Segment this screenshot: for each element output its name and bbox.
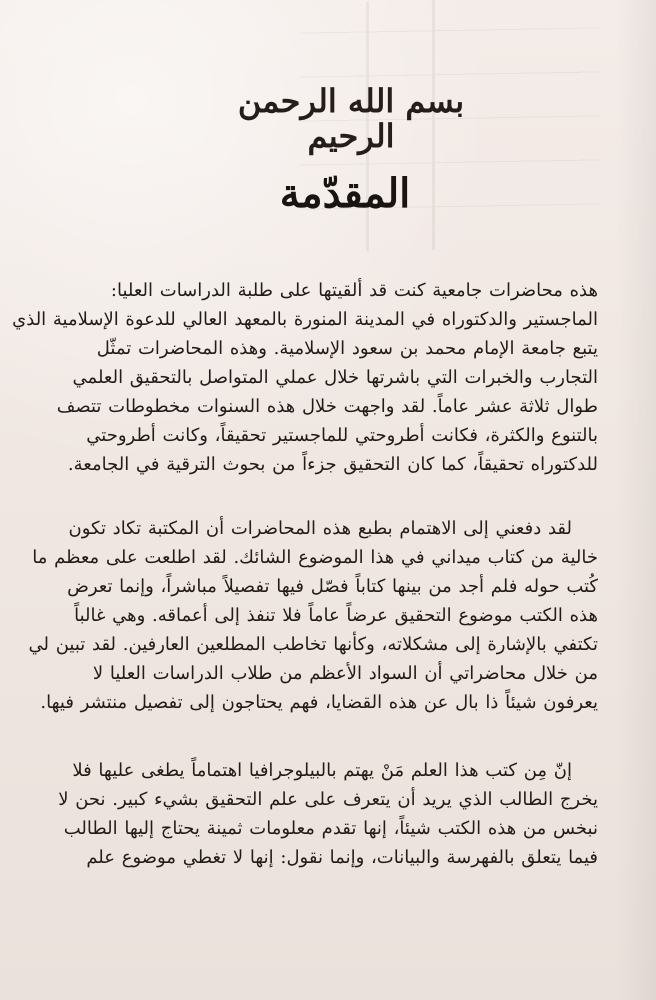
paragraph-2-line-4: هذه الكتب موضوع التحقيق عرضاً عاماً فلا تنفذ إلى أعماقه. وهي غالباً: [74, 605, 598, 626]
paragraph-1-line-2: الماجستير والدكتوراه في المدينة المنورة بالمعهد العالي للدعوة الإسلامية الذي: [12, 309, 598, 330]
paragraph-3-line-1: إنّ مِن كتب هذا العلم مَنْ يهتم بالبيلوجرافيا اهتماماً يطغى عليها فلا: [72, 760, 572, 781]
paragraph-2-line-3: كُتب حوله فلم أجد من بينها كتاباً فصّل فيها تفصيلاً مباشراً، وإنما تعرض: [67, 576, 598, 597]
paragraph-1-line-6: بالتنوع والكثرة، فكانت أطروحتي للماجستير تحقيقاً، وكانت أطروحتي: [86, 425, 598, 446]
paragraph-2: [28, 514, 598, 717]
paragraph-2-line-7: يعرفون شيئاً ذا بال عن هذه القضايا، فهم يحتاجون إلى تفصيل منتشر فيها.: [40, 692, 598, 713]
page-title: المقدّمة: [279, 170, 411, 217]
paragraph-1: [12, 276, 598, 479]
page-edge-shadow: [616, 0, 656, 1000]
paragraph-3-line-4: فيما يتعلق بالفهرسة والبيانات، وإنما نقول: إنها لا تغطي موضوع علم: [86, 847, 598, 868]
paragraph-1-line-7: للدكتوراه تحقيقاً، كما كان التحقيق جزءاً من بحوث الترقية في الجامعة.: [67, 454, 598, 475]
paragraph-1-line-1: هذه محاضرات جامعية كنت قد ألقيتها على طلبة الدراسات العليا:: [110, 280, 598, 301]
paragraph-1-line-5: طوال ثلاثة عشر عاماً. لقد واجهت خلال هذه السنوات مخطوطات تتصف: [56, 396, 598, 417]
paragraph-1-line-4: التجارب والخبرات التي باشرتها خلال عملي المتواصل بالتحقيق العلمي: [72, 367, 598, 388]
paragraph-3-line-2: يخرج الطالب الذي يريد أن يتعرف على علم التحقيق بشيء كبير. نحن لا: [58, 789, 598, 810]
paragraph-3: [58, 756, 598, 872]
paragraph-2-line-2: خالية من كتاب ميداني في هذا الموضوع الشائك. لقد اطلعت على معظم ما: [32, 547, 598, 568]
paragraph-2-line-6: من خلال محاضراتي أن السواد الأعظم من طلاب الدراسات العليا لا: [92, 663, 598, 684]
paragraph-3-line-3: نبخس من هذه الكتب شيئاً، إنها تقدم معلومات ثمينة يحتاج إليها الطالب: [63, 818, 598, 839]
paragraph-2-line-1: لقد دفعني إلى الاهتمام بطبع هذه المحاضرات أن المكتبة تكاد تكون: [68, 518, 572, 539]
paragraph-1-line-3: يتبع جامعة الإمام محمد بن سعود الإسلامية. وهذه المحاضرات تمثّل: [96, 338, 598, 359]
paragraph-2-line-5: تكتفي بالإشارة إلى مشكلاته، وكأنها تخاطب المطلعين العارفين. لقد تبين لي: [28, 634, 598, 655]
basmala-heading: بسم الله الرحمن الرحيم: [237, 82, 465, 156]
